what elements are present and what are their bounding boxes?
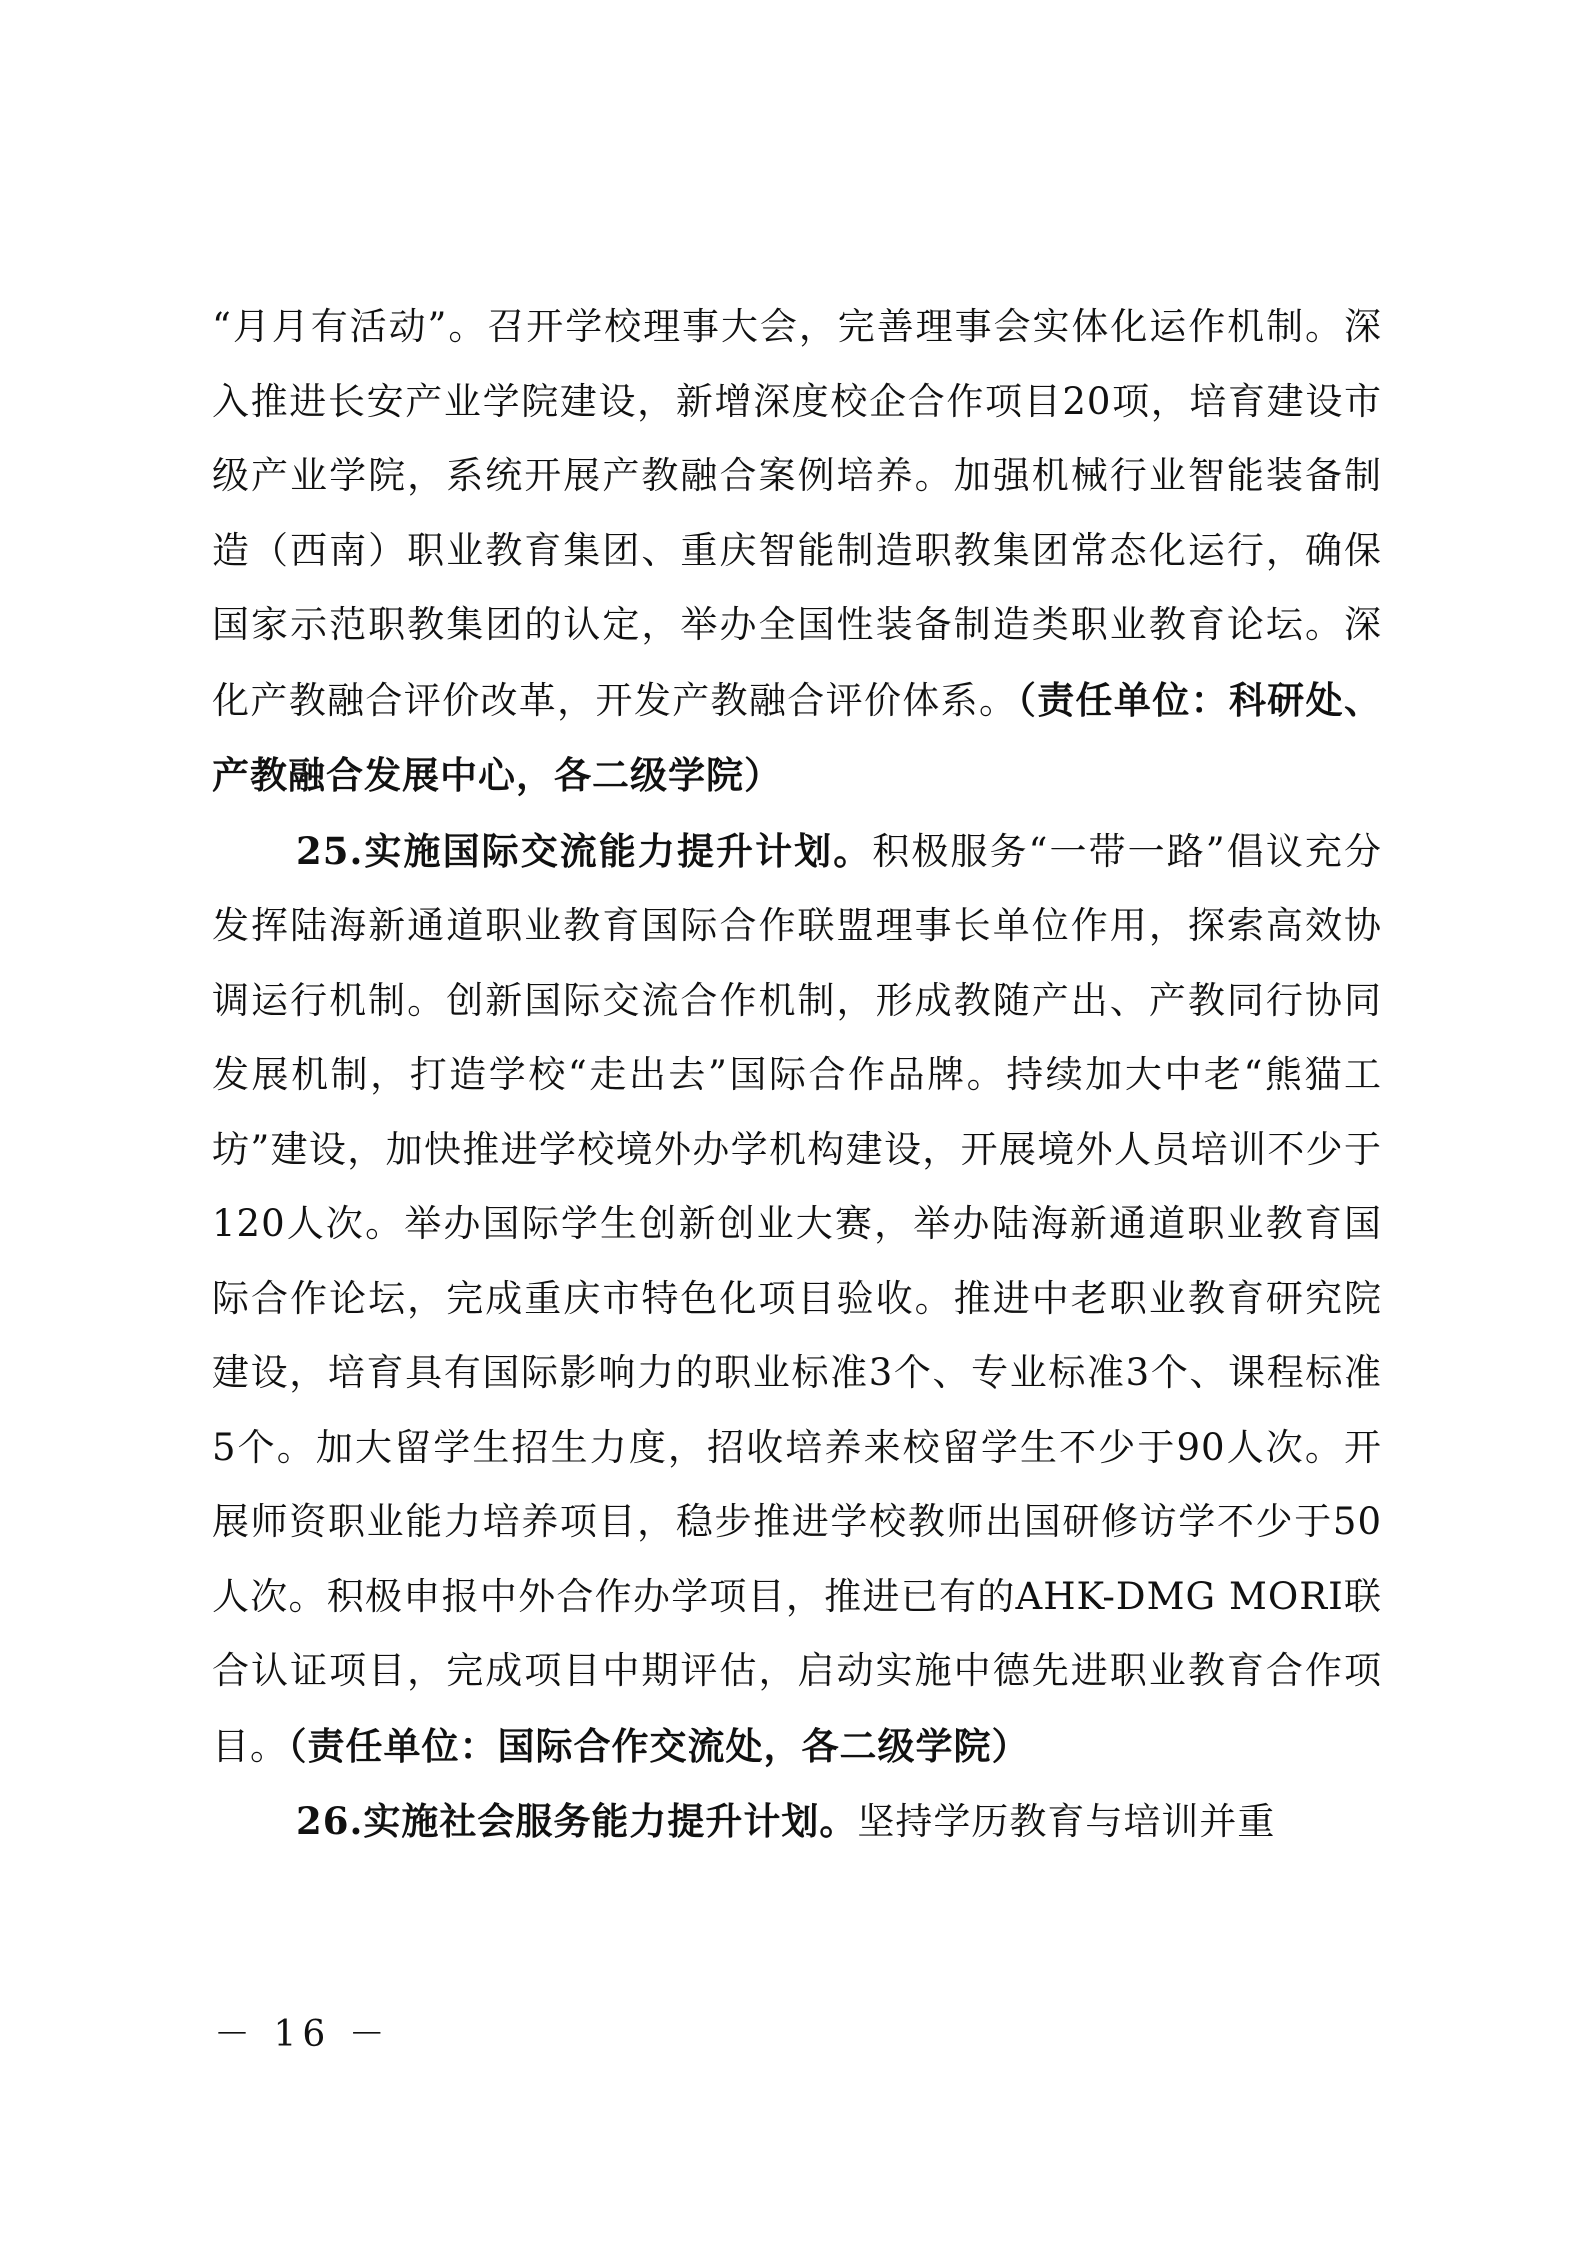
paragraph-text: 积极服务“一带一路”倡议充分发挥陆海新通道职业教育国际合作联盟理事长单位作用，探索高效协调运行机制。创新国际交流合作机制，形成教随产出、产教同行协同发展机制，打造学校“走出去”国际合作品牌。持续加大中老“熊猫工坊”建设，加快推进学校境外办学机构建设，开展境外人员培训不少于120人次。举办国际学生创新创业大赛，举办陆海新通道职业教育国际合作论坛，完成重庆市特色化项目验收。推进中老职业教育研究院建设，培育具有国际影响力的职业标准3个、专业标准3个、课程标准5个。加大留学生招生力度，招收培养来校留学生不少于90人次。开展师资职业能力培养项目，稳步推进学校教师出国研修访学不少于50人次。积极申报中外合作办学项目，推进已有的AHK-DMG MORI联合认证项目，完成项目中期评估，启动实施中德先进职业教育合作项目。: [212, 829, 1382, 1768]
paragraph-text: “月月有活动”。召开学校理事大会，完善理事会实体化运作机制。深入推进长安产业学院建设，新增深度校企合作项目20项，培育建设市级产业学院，系统开展产教融合案例培养。加强机械行业智能装备制造（西南）职业教育集团、重庆智能制造职教集团常态化运行，确保国家示范职教集团的认定，举办全国性装备制造类职业教育论坛。深化产教融合评价改革，开发产教融合评价体系。: [212, 305, 1382, 722]
responsibility-note: （责任单位：科研处、产教融合发展中心，各二级学院）: [212, 677, 1383, 797]
paragraph-text: 坚持学历教育与培训并重: [857, 1800, 1276, 1843]
paragraph-industry-education: [212, 290, 1382, 814]
responsibility-note: （责任单位：国际合作交流处，各二级学院）: [288, 1723, 1030, 1768]
paragraph-international-exchange: [212, 814, 1382, 1785]
document-body: [212, 290, 1382, 1860]
page-number: － 16 －: [214, 2014, 391, 2055]
section-heading-26: 26.实施社会服务能力提升计划。: [296, 1799, 858, 1843]
paragraph-social-service: [212, 1784, 1382, 1860]
section-heading-25: 25.实施国际交流能力提升计划。: [296, 828, 873, 873]
